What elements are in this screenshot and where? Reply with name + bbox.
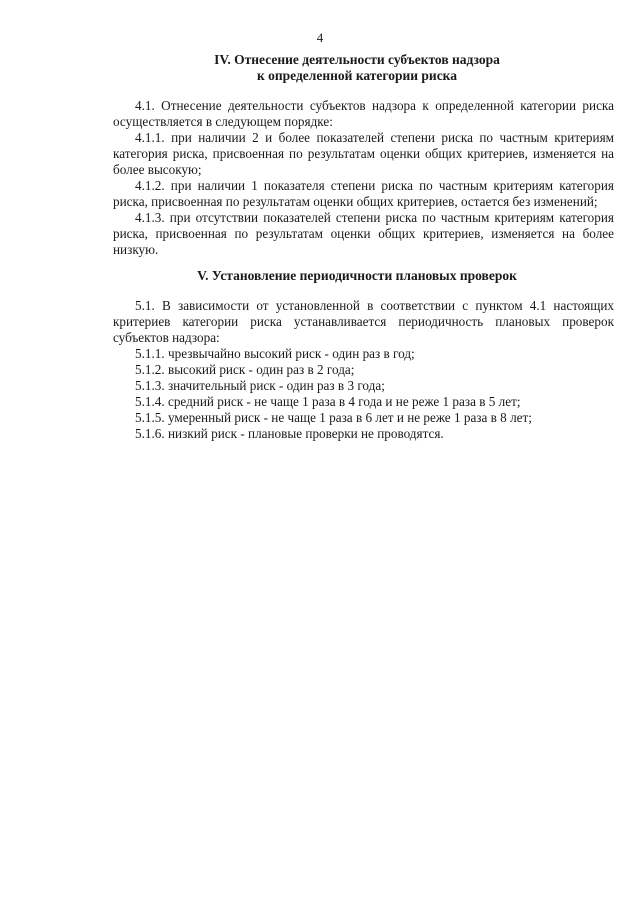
paragraph-4-1-3: 4.1.3. при отсутствии показателей степени риска по частным критериям категория риска, присвоенная по результатам оценки общих критериев, изменяется на более низкую. (113, 210, 614, 257)
section-5-body (113, 298, 614, 442)
section-4-title-line-1: IV. Отнесение деятельности субъектов надзора (214, 52, 500, 67)
section-4-title (100, 52, 614, 84)
list-item-5-1-2: 5.1.2. высокий риск - один раз в 2 года; (135, 362, 355, 377)
list-item-5-1-1: 5.1.1. чрезвычайно высокий риск - один раз в год; (135, 346, 415, 361)
paragraph-5-1: 5.1. В зависимости от установленной в соответствии с пунктом 4.1 настоящих критериев категории риска устанавливается периодичность плановых проверок субъектов надзора: (113, 298, 614, 345)
section-4-body (113, 98, 614, 258)
list-item-5-1-5: 5.1.5. умеренный риск - не чаще 1 раза в 6 лет и не реже 1 раза в 8 лет; (135, 410, 532, 425)
page-number: 4 (316, 30, 324, 45)
section-4-title-line-2: к определенной категории риска (256, 68, 458, 83)
list-item-5-1-4: 5.1.4. средний риск - не чаще 1 раза в 4 года и не реже 1 раза в 5 лет; (135, 394, 521, 409)
list-item-5-1-6: 5.1.6. низкий риск - плановые проверки не проводятся. (135, 426, 444, 441)
paragraph-4-1-2: 4.1.2. при наличии 1 показателя степени риска по частным критериям категория риска, присвоенная по результатам оценки общих критериев, остается без изменений; (113, 178, 614, 209)
paragraph-4-1: 4.1. Отнесение деятельности субъектов надзора к определенной категории риска осуществляется в следующем порядке: (113, 98, 614, 129)
list-item-5-1-3: 5.1.3. значительный риск - один раз в 3 года; (135, 378, 385, 393)
section-5-title: V. Установление периодичности плановых проверок (197, 268, 517, 283)
paragraph-4-1-1: 4.1.1. при наличии 2 и более показателей степени риска по частным критериям категория риска, присвоенная по результатам оценки общих критериев, изменяется на более высокую; (113, 130, 614, 177)
